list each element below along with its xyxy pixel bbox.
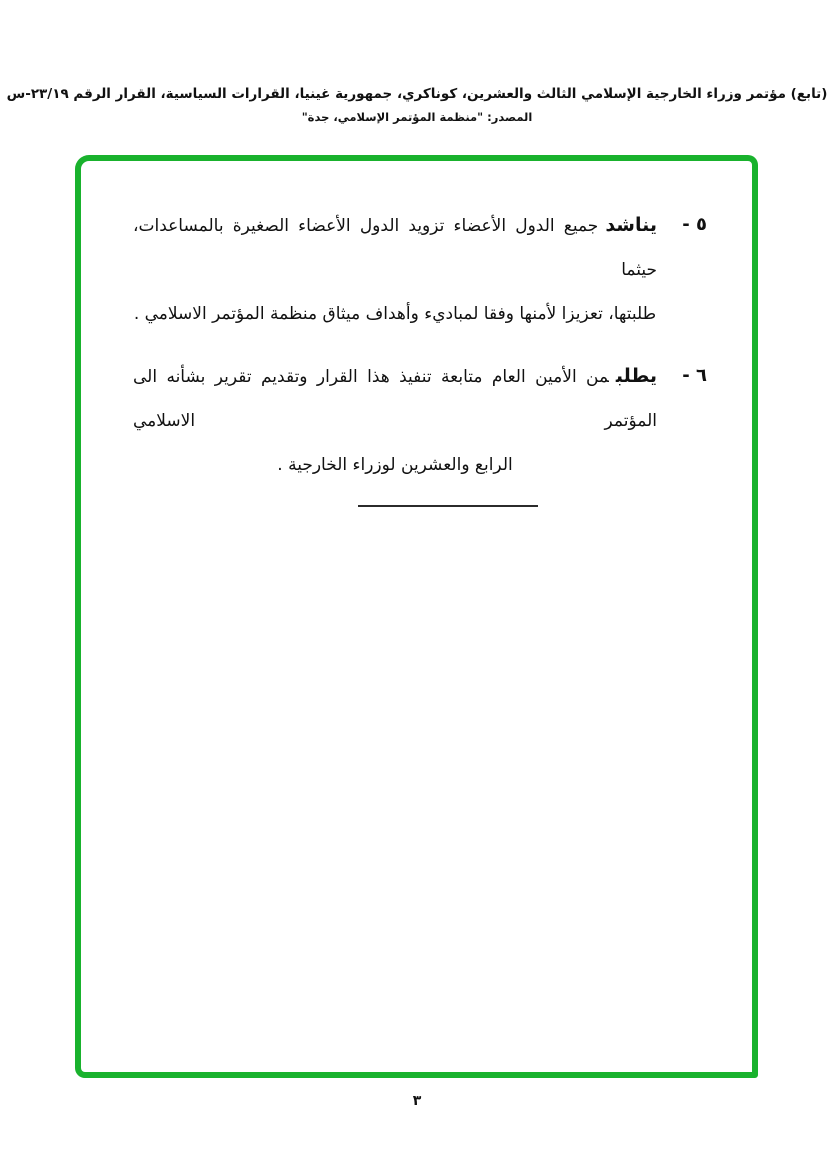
item-line-1 bbox=[133, 354, 657, 443]
item-number: ٥ - bbox=[682, 214, 707, 235]
item-text bbox=[133, 203, 657, 336]
item-lead-word: يناشد bbox=[605, 214, 657, 236]
item-line-2: الرابع والعشرين لوزراء الخارجية . bbox=[277, 455, 513, 475]
header-title-line: (تابع) مؤتمر وزراء الخارجية الإسلامي الثالث والعشرين، كوناكري، جمهورية غينيا، القرارات السياسية، القرار الرقم ٢٣/١٩-س bbox=[6, 86, 828, 102]
item-number: ٦ - bbox=[682, 365, 707, 386]
document-header bbox=[0, 86, 834, 124]
header-source-line: المصدر: "منظمة المؤتمر الإسلامي، جدة" bbox=[301, 110, 533, 124]
item-lead-word: يطلب bbox=[615, 365, 657, 387]
green-highlight-box bbox=[75, 155, 758, 1078]
item-line-2: طلبتها، تعزيزا لأمنها وفقا لمباديء وأهداف ميثاق منظمة المؤتمر الاسلامي . bbox=[133, 304, 657, 324]
item-line-1-text: من الأمين العام متابعة تنفيذ هذا القرار وتقديم تقرير بشأنه الى المؤتمر الاسلامي bbox=[133, 367, 657, 431]
item-text bbox=[133, 354, 657, 487]
resolution-item-5 bbox=[133, 203, 707, 336]
separator-line bbox=[358, 505, 538, 507]
page-number: ٣ bbox=[412, 1093, 422, 1109]
resolution-item-6 bbox=[133, 354, 707, 487]
document-footer bbox=[0, 1093, 834, 1109]
item-line-1 bbox=[133, 203, 657, 292]
item-line-1-text: جميع الدول الأعضاء تزويد الدول الأعضاء الصغيرة بالمساعدات، حيثما bbox=[133, 216, 657, 280]
